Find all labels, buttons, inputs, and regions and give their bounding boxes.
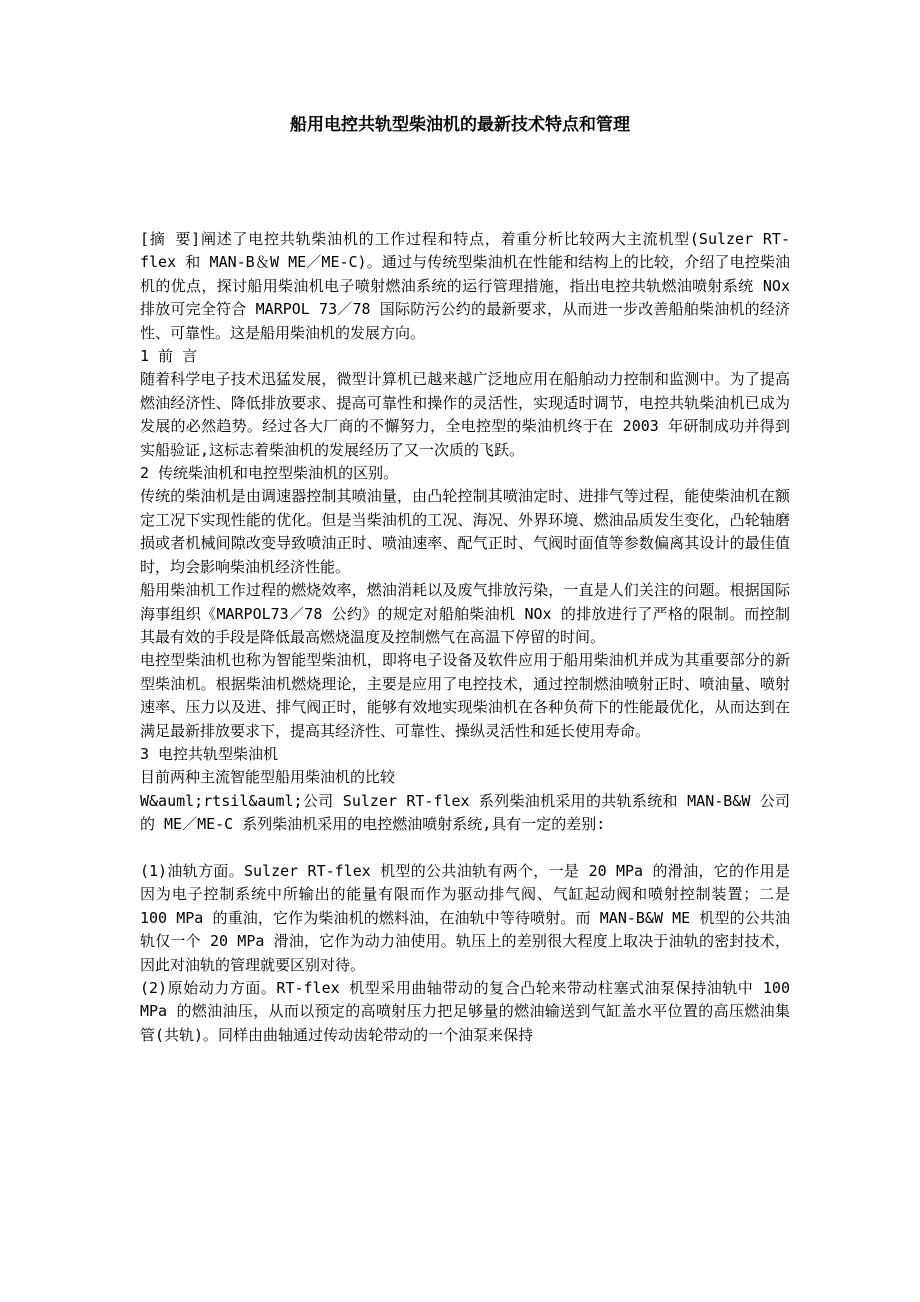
body-paragraph: 随着科学电子技术迅猛发展，微型计算机已越来越广泛地应用在船舶动力控制和监测中。为了提高燃油经济性、降低排放要求、提高可靠性和操作的灵活性，实现适时调节，电控共轨柴油机已成为发展的必然趋势。经过各大厂商的不懈努力，全电控型的柴油机终于在 2003 年研制成功并得到实船验证,这标志着柴油机的发展经历了又一次质的飞跃。 [140, 370, 790, 459]
body-paragraph: (2)原始动力方面。RT-flex 机型采用曲轴带动的复合凸轮来带动柱塞式油泵保持油轨中 100 MPa 的燃油油压，从而以预定的高喷射压力把足够量的燃油输送到气缸盖水平位置的高压燃油集管(共轨)。同样由曲轴通过传动齿轮带动的一个油泵来保持 [140, 978, 790, 1044]
subsection-heading: 目前两种主流智能型船用柴油机的比较 [140, 768, 396, 787]
document-title: 船用电控共轨型柴油机的最新技术特点和管理 [290, 115, 630, 135]
section-heading-2: 2 传统柴油机和电控型柴油机的区别。 [140, 464, 399, 483]
section-heading-1: 1 前 言 [140, 347, 198, 366]
section-heading-3: 3 电控共轨型柴油机 [140, 744, 279, 763]
blank-line [140, 837, 790, 860]
body-paragraph: 船用柴油机工作过程的燃烧效率，燃油消耗以及废气排放污染，一直是人们关注的问题。根据国际海事组织《MARPOL73／78 公约》的规定对船舶柴油机 NOx 的排放进行了严格的限制。而控制其最有效的手段是降低最高燃烧温度及控制燃气在高温下停留的时间。 [140, 581, 790, 646]
document-body [140, 228, 790, 1047]
body-paragraph: 电控型柴油机也称为智能型柴油机，即将电子设备及软件应用于船用柴油机并成为其重要部分的新型柴油机。根据柴油机燃烧理论，主要是应用了电控技术，通过控制燃油喷射正时、喷油量、喷射速率、压力以及进、排气阀正时，能够有效地实现柴油机在各种负荷下的性能最优化，从而达到在满足最新排放要求下，提高其经济性、可靠性、操纵灵活性和延长使用寿命。 [140, 651, 790, 740]
abstract-paragraph: [摘 要]阐述了电控共轨柴油机的工作过程和特点，着重分析比较两大主流机型(Sulzer RT-flex 和 MAN-B＆W ME／ME-C)。通过与传统型柴油机在性能和结构上的比较，介绍了电控柴油机的优点，探讨船用柴油机电子喷射燃油系统的运行管理措施，指出电控共轨燃油喷射系统 NOx 排放可完全符合 MARPOL 73／78 国际防污公约的最新要求，从而进一步改善船舶柴油机的经济性、可靠性。这是船用柴油机的发展方向。 [140, 230, 790, 342]
body-paragraph: 传统的柴油机是由调速器控制其喷油量，由凸轮控制其喷油定时、进排气等过程，能使柴油机在额定工况下实现性能的优化。但是当柴油机的工况、海况、外界环境、燃油品质发生变化，凸轮轴磨损或者机械间隙改变导致喷油正时、喷油速率、配气正时、气阀时面值等参数偏离其设计的最佳值时，均会影响柴油机经济性能。 [140, 487, 790, 576]
body-paragraph: (1)油轨方面。Sulzer RT-flex 机型的公共油轨有两个，一是 20 MPa 的滑油，它的作用是因为电子控制系统中所输出的能量有限而作为驱动排气阀、气缸起动阀和喷射控制装置；二是 100 MPa 的重油，它作为柴油机的燃料油，在油轨中等待喷射。而 MAN-B&W ME 机型的公共油轨仅一个 20 MPa 滑油，它作为动力油使用。轨压上的差别很大程度上取决于油轨的密封技术，因此对油轨的管理就要区别对待。 [140, 861, 790, 974]
body-paragraph: W&auml;rtsil&auml;公司 Sulzer RT-flex 系列柴油机采用的共轨系统和 MAN-B&W 公司的 ME／ME-C 系列柴油机采用的电控燃油喷射系统,具有一定的差别: [140, 791, 790, 834]
